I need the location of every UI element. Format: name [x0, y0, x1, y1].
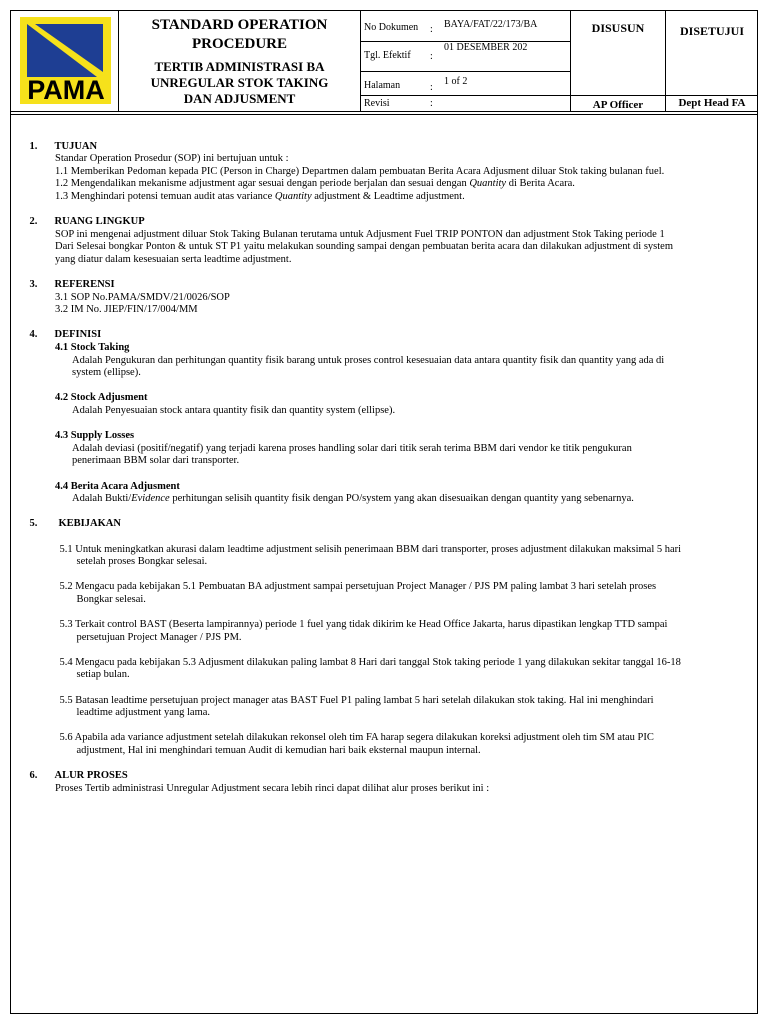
sop-title-line: STANDARD OPERATION [151, 17, 328, 33]
definition-term: 4.3 Supply Losses [55, 430, 135, 442]
section-definisi [11, 329, 757, 505]
policy-text-line: leadtime adjustment yang lama. [76, 707, 211, 719]
definition-term: 4.2 Stock Adjusment [55, 392, 148, 404]
definition-item [11, 481, 757, 506]
definition-text-line: Adalah Pengukuran dan perhitungan quantity fisik barang untuk proses control kesesuaian data antara quantity fisik dan quantity yang ada di [72, 354, 665, 366]
page-label: Halaman [364, 80, 401, 91]
section-text-line: Dari Selesai bongkar Ponton & untuk ST P1 yaitu melakukan sounding sampai dengan pembuatan berita acara dan dilakukan adjustment di system [55, 241, 674, 253]
prepared-by-heading: DISUSUN [591, 21, 645, 35]
section-title: KEBIJAKAN [58, 518, 121, 530]
policy-item [11, 657, 757, 682]
effective-date-label: Tgl. Efektif [364, 50, 411, 61]
section-heading [11, 279, 757, 292]
row-divider [361, 95, 570, 96]
approved-by-heading: DISETUJUI [679, 24, 745, 38]
sop-title-line: PROCEDURE [191, 36, 287, 52]
sop-subject-line: TERTIB ADMINISTRASI BA [154, 59, 325, 74]
section-title: ALUR PROSES [54, 770, 128, 782]
text-segment: perhitungan selisih quantity fisik dengan PO/system yang akan disesuaikan dengan quantity yang sebenarnya. [169, 493, 634, 505]
italic-term: Quantity [469, 178, 507, 190]
text-segment: 1.2 Mengendalikan mekanisme adjustment agar sesuai dengan periode berjalan dan sesuai dengan [55, 178, 470, 190]
document-header [11, 11, 757, 115]
section-text-line [11, 191, 757, 204]
page-value: 1 of 2 [444, 76, 468, 87]
policy-text-line: 5.2 Mengacu pada kebijakan 5.1 Pembuatan BA adjustment sampai persetujuan Project Manager / PJS PM paling lambat 3 hari setelah proses [59, 581, 657, 593]
doc-number-value: BAYA/FAT/22/173/BA [444, 19, 538, 30]
section-ruang-lingkup [11, 216, 757, 266]
policy-text-line: 5.4 Mengacu pada kebijakan 5.3 Adjusment dilakukan paling lambat 8 Hari dari tanggal Stok taking periode 1 yang dilakukan sekitar tanggal 16-18 [59, 656, 681, 668]
section-text-line: SOP ini mengenai adjustment diluar Stok Taking Bulanan terutama untuk Adjusment Fuel TRIP PONTON dan adjustment Stok Taking periode 1 [55, 228, 665, 240]
definition-item [11, 430, 757, 468]
logo-cell [11, 11, 119, 111]
section-text-line: yang diatur dalam kesesuaian serta leadtime adjustment. [55, 253, 292, 265]
section-kebijakan [11, 518, 757, 757]
definition-text-line: Adalah Penyesuaian stock antara quantity fisik dan quantity system (ellipse). [72, 404, 396, 416]
definition-text-line: penerimaan BBM solar dari transporter. [72, 455, 240, 467]
definition-text-line [11, 493, 757, 506]
doc-number-colon: : [430, 24, 433, 35]
section-referensi [11, 279, 757, 317]
italic-term: Quantity [274, 190, 312, 202]
definition-item [11, 392, 757, 417]
definition-term: 4.4 Berita Acara Adjusment [55, 480, 180, 492]
section-text-line: Standar Operation Prosedur (SOP) ini bertujuan untuk : [55, 153, 289, 165]
section-tujuan [11, 141, 757, 204]
policy-text-line: persetujuan Project Manager / PJS PM. [76, 631, 242, 643]
document-info [361, 11, 571, 111]
signature-divider [571, 95, 665, 96]
section-heading [11, 329, 757, 342]
section-number: 5. [29, 518, 38, 530]
policy-text-line: 5.5 Batasan leadtime persetujuan project manager atas BAST Fuel P1 paling lambat 5 hari setelah dilakukan stok taking. Hal ini menghindari [59, 694, 654, 706]
section-title: REFERENSI [54, 279, 115, 291]
policy-item [11, 732, 757, 757]
row-divider [361, 71, 570, 72]
section-heading [11, 770, 757, 783]
section-heading [11, 216, 757, 229]
section-title: TUJUAN [54, 140, 98, 152]
policy-item [11, 544, 757, 569]
text-segment: adjustment & Leadtime adjustment. [311, 190, 465, 202]
text-segment: di Berita Acara. [506, 178, 575, 190]
section-number: 3. [29, 279, 38, 291]
approved-by-cell [666, 11, 758, 111]
text-segment: Adalah Bukti/ [72, 493, 132, 505]
section-heading [11, 141, 757, 154]
policy-item [11, 581, 757, 606]
revision-label: Revisi [364, 98, 390, 109]
section-alur-proses [11, 770, 757, 795]
text-segment: 1.3 Menghindari potensi temuan audit atas variance [55, 190, 275, 202]
section-title: DEFINISI [54, 329, 102, 341]
section-heading [11, 518, 757, 531]
definition-item [11, 342, 757, 380]
title-block [119, 11, 361, 111]
section-text-line: 3.1 SOP No.PAMA/SMDV/21/0026/SOP [55, 291, 230, 303]
policy-text-line: 5.1 Untuk meningkatkan akurasi dalam leadtime adjustment selisih penerimaan BBM dari transporter, proses adjustment dilakukan maksimal 5 hari [59, 543, 682, 555]
prepared-by-role: AP Officer [592, 99, 644, 111]
document-body [11, 141, 757, 796]
logo-wordmark: PAMA [27, 75, 105, 105]
pama-logo [11, 11, 118, 111]
signature-divider [666, 95, 758, 96]
section-text-line: 1.1 Memberikan Pedoman kepada PIC (Person in Charge) Departmen dalam pembuatan Berita Acara Adjusment diluar Stok taking bulanan fuel. [55, 165, 665, 177]
approved-by-role: Dept Head FA [678, 97, 746, 109]
section-number: 4. [29, 329, 38, 341]
section-title: RUANG LINGKUP [54, 216, 145, 228]
policy-item [11, 619, 757, 644]
document-frame [10, 10, 758, 1014]
section-number: 1. [29, 140, 38, 152]
italic-term: Evidence [131, 493, 170, 505]
section-number: 2. [29, 216, 38, 228]
section-number: 6. [29, 770, 38, 782]
policy-item [11, 695, 757, 720]
sop-subject-line: UNREGULAR STOK TAKING [150, 75, 329, 90]
policy-text-line: adjustment, Hal ini menghindari temuan Audit di kemudian hari baik eksternal maupun internal. [76, 745, 481, 756]
doc-number-label: No Dokumen [364, 22, 419, 33]
policy-text-line: setelah proses Bongkar selesai. [76, 556, 208, 568]
policy-text-line: 5.6 Apabila ada variance adjustment setelah dilakukan rekonsel oleh tim FA harap segera dilakukan koreksi adjustment oleh tim SM atau PIC [59, 732, 654, 744]
policy-text-line: 5.3 Terkait control BAST (Beserta lampirannya) periode 1 fuel yang tidak dikirim ke Head Office Jakarta, harus dipastikan lengkap TTD sampai [59, 619, 668, 631]
prepared-by-cell [571, 11, 666, 111]
page-colon: : [430, 82, 433, 93]
definition-text-line: system (ellipse). [72, 367, 141, 379]
effective-date-colon: : [430, 51, 433, 62]
section-text-line: Proses Tertib administrasi Unregular Adjustment secara lebih rinci dapat dilihat alur proses berikut ini : [55, 782, 490, 794]
revision-colon: : [430, 98, 433, 109]
definition-text-line: Adalah deviasi (positif/negatif) yang terjadi karena proses handling solar dari titik serah terima BBM dari vendor ke titik pengukuran [72, 442, 632, 454]
section-text-line [11, 178, 757, 191]
policy-text-line: Bongkar selesai. [76, 593, 146, 605]
definition-term: 4.1 Stock Taking [55, 342, 130, 353]
effective-date-value: 01 DESEMBER 202 [444, 42, 528, 53]
sop-subject-line: DAN ADJUSMENT [183, 91, 296, 106]
policy-text-line: setiap bulan. [76, 669, 130, 681]
section-text-line: 3.2 IM No. JIEP/FIN/17/004/MM [55, 304, 198, 316]
